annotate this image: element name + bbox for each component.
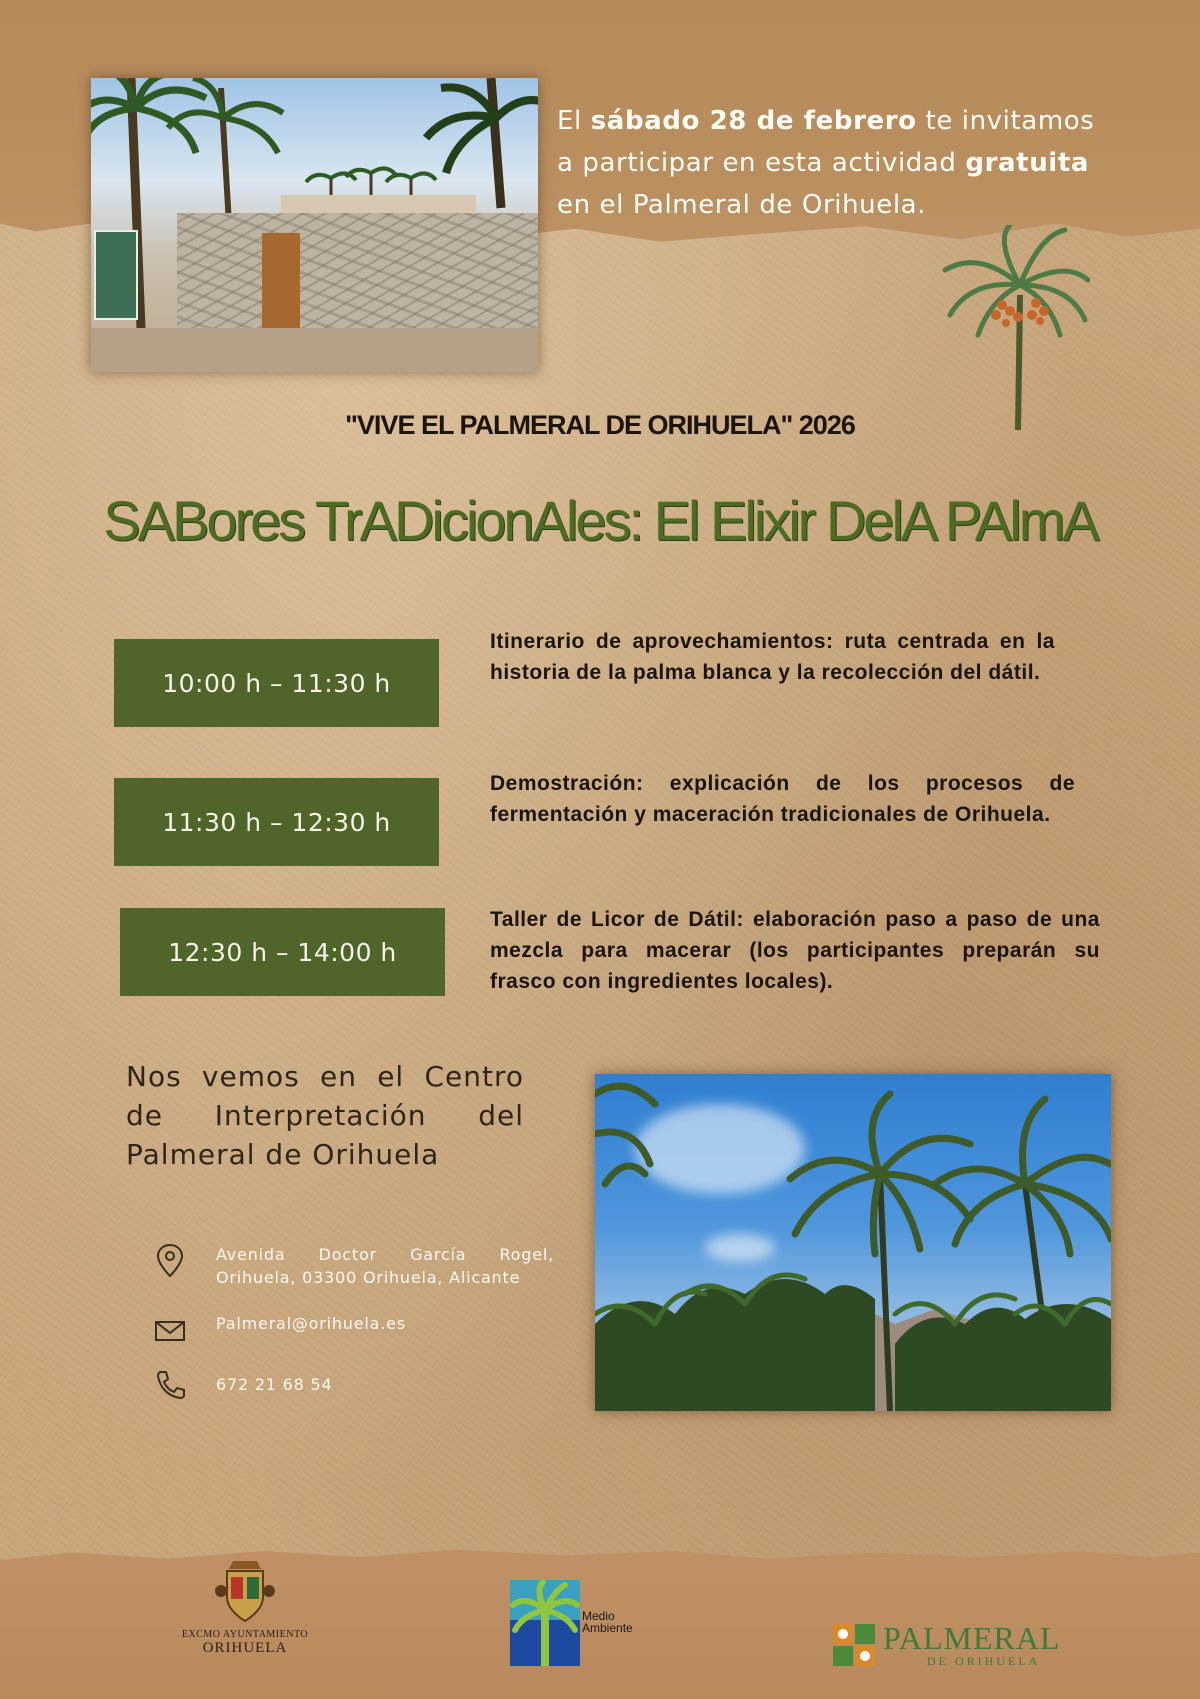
info-sign — [94, 230, 138, 320]
intro-line-3: en el Palmeral de Orihuela. — [557, 190, 927, 220]
ayuntamiento-line-1: EXCMO AYUNTAMIENTO — [181, 1629, 309, 1640]
ayuntamiento-orihuela-logo — [170, 1555, 320, 1657]
activity-description-1: Itinerario de aprovechamientos: ruta centrada en la historia de la palma blanca y la recolección del dátil. — [490, 630, 1055, 684]
phone-row — [154, 1366, 332, 1402]
phone-number[interactable]: 672 21 68 54 — [216, 1375, 333, 1394]
wooden-door — [262, 233, 300, 328]
stone-wall — [177, 213, 538, 333]
envelope-icon — [154, 1312, 186, 1348]
event-title: SABores TrADicionAles: El Elixir DelA PAlmA — [103, 489, 1097, 552]
medio-ambiente-logo — [510, 1580, 660, 1666]
location-pin-icon — [154, 1243, 186, 1279]
address-line-1: Avenida Doctor García Rogel, — [216, 1245, 554, 1264]
time-slot-2: 11:30 h – 12:30 h — [114, 778, 439, 866]
palm-grove-illustration — [595, 1074, 1111, 1411]
meeting-point-text: Nos vemos en el Centro de Interpretación del Palmeral de Orihuela — [126, 1060, 524, 1171]
time-slot-3: 12:30 h – 14:00 h — [120, 908, 445, 996]
intro-line-2: a participar en esta actividad gratuita — [557, 148, 1089, 178]
time-slot-1: 10:00 h – 11:30 h — [114, 639, 439, 727]
intro-line-1: El sábado 28 de febrero te invitamos — [557, 106, 1095, 136]
date-palm-icon — [940, 225, 1090, 435]
event-date: sábado 28 de febrero — [590, 106, 917, 136]
activity-description-2: Demostración: explicación de los procesos de fermentación y maceración tradicionales de Orihuela. — [490, 772, 1075, 826]
address-row — [154, 1243, 554, 1289]
palmeral-name: PALMERAL — [883, 1620, 1061, 1656]
palmeral-subtitle: DE ORIHUELA — [927, 1654, 1041, 1668]
palmeral-logo-icon — [833, 1624, 875, 1666]
interpretation-center-photo — [91, 78, 538, 372]
palm-grove-photo — [595, 1074, 1111, 1411]
email-row — [154, 1312, 406, 1348]
medio-ambiente-palm-icon — [510, 1580, 580, 1666]
ground — [91, 328, 538, 372]
phone-icon — [154, 1366, 186, 1402]
event-subtitle: "VIVE EL PALMERAL DE ORIHUELA" 2026 — [345, 410, 855, 440]
address-text — [216, 1243, 554, 1289]
free-label: gratuita — [965, 148, 1089, 178]
email-link[interactable]: Palmeral@orihuela.es — [216, 1314, 406, 1333]
medio-ambiente-line-2: Ambiente — [582, 1621, 633, 1635]
coat-of-arms-icon — [213, 1555, 277, 1625]
activity-description-3: Taller de Licor de Dátil: elaboración paso a paso de una mezcla para macerar (los participantes preparán su frasco con ingredientes locales). — [490, 908, 1100, 993]
medio-ambiente-line-1: Medio — [582, 1609, 615, 1623]
ayuntamiento-line-2: ORIHUELA — [202, 1640, 288, 1656]
intro-text — [557, 100, 1157, 226]
palmeral-orihuela-logo — [833, 1620, 1083, 1670]
address-line-2: Orihuela, 03300 Orihuela, Alicante — [216, 1268, 521, 1287]
